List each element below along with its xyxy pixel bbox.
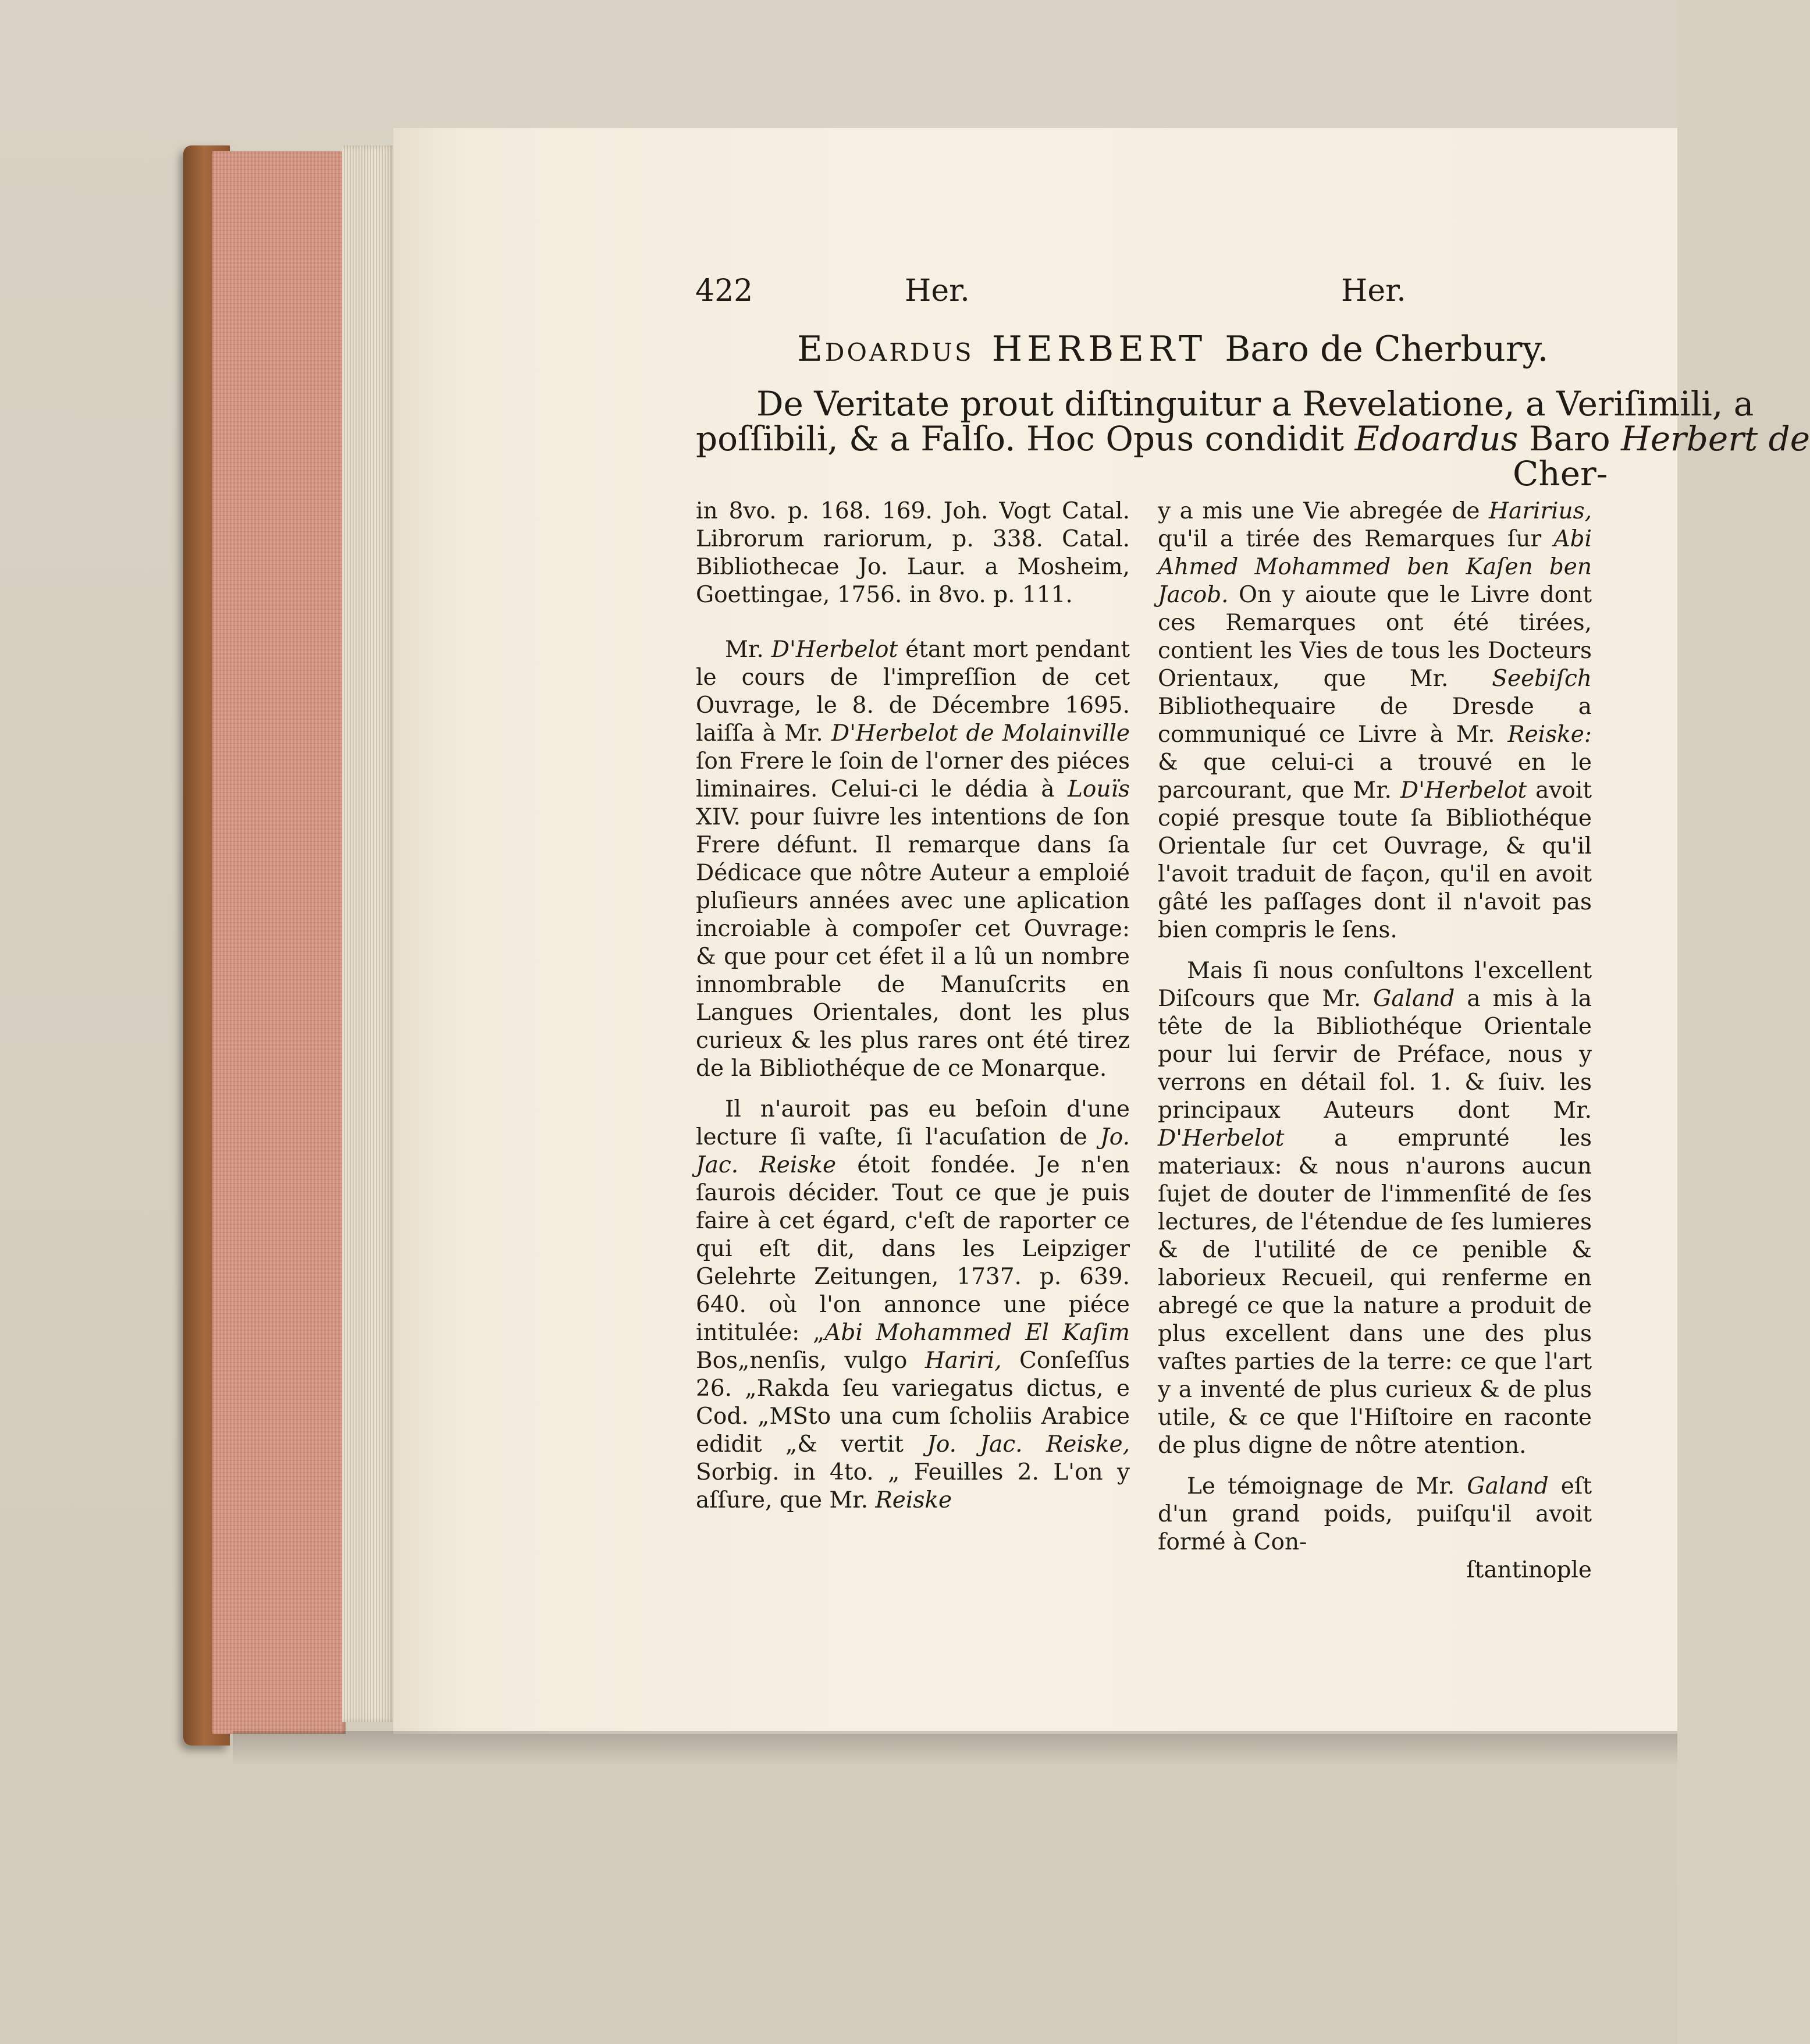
name: D'Herbelot (1400, 777, 1527, 804)
right-column (1158, 497, 1592, 1584)
text: a mis à la tête de la Bibliothéque Orientale pour lui ſervir de Préface, nous y verrons en détail fol. 1. & ſuiv. les principaux Auteurs dont Mr. (1158, 986, 1592, 1124)
name: Galand (1467, 1473, 1549, 1499)
name: Jo. Jac. Reiske (696, 1124, 1130, 1178)
title-suffix: Baro de Cherbury. (1225, 329, 1549, 369)
title-name: HERBERT (991, 329, 1207, 369)
subtitle-line-1: De Veritate prout diſtinguitur a Revelatione, a Veriſimili, a (756, 384, 1754, 424)
text: Mr. (725, 637, 771, 663)
red-speckled-page-edge (212, 151, 346, 1734)
name: Louïs (1068, 776, 1130, 802)
subtitle-text: Baro (1518, 419, 1621, 458)
title-prefix: Edoardus (797, 329, 974, 369)
text: ſon Frere le ſoin de l'orner des piéces liminaires. Celui-ci le dédia à (696, 748, 1130, 802)
name: D'Herbelot de Molainville (831, 720, 1130, 746)
catalog-reference: in 8vo. p. 168. 169. Joh. Vogt Catal. Librorum rariorum, p. 338. Catal. Bibliothecae Jo. Laur. a Mosheim, Goettingae, 1756. in 8vo. p. 111. (696, 498, 1130, 608)
text: eſt d'un grand poids, puiſqu'il avoit formé à Con- (1158, 1473, 1592, 1555)
paragraph (1158, 497, 1592, 944)
entry-title (797, 329, 1548, 369)
text: qu'il a tirée des Remarques ſur (1158, 526, 1554, 552)
name: Reiske: (1507, 721, 1592, 748)
name: Galand (1373, 986, 1455, 1012)
text: Il n'auroit pas eu beſoin d'une lecture ſi vaſte, ſi l'acuſation de (696, 1096, 1130, 1150)
left-column (696, 497, 1130, 1515)
text: On y aioute que le Livre dont ces Remarques ont été tirées, contient les Vies de tous les Docteurs Orientaux, que Mr. (1158, 582, 1592, 692)
name: Abi Ahmed Mohammed ben Kaſen ben Jacob. (1158, 526, 1592, 608)
left-running-head: Her. (905, 273, 970, 308)
subtitle-line-2 (696, 419, 1810, 458)
subtitle-line-3: Cher- (1513, 454, 1608, 493)
text: Bibliothequaire de Dresde a communiqué ce Livre à Mr. (1158, 694, 1592, 748)
name: Abi Mohammed El Kaſim (824, 1320, 1130, 1346)
text: XIV. pour ſuivre les intentions de ſon Frere défunt. Il remarque dans ſa Dédicace que nôtre Auteur a emploié pluſieurs années avec une aplication incroiable à compoſer cet Ouvrage: & que pour cet éfet il a lû un nombre innombrable de Manuſcrits en Langues Orientales, dont les plus curieux & les plus rares ont été tirez de la Bibliothéque de ce Monarque. (696, 804, 1130, 1082)
name: Hariri, (924, 1348, 1002, 1374)
name: Seebiſch (1492, 666, 1592, 692)
text: Sorbig. in 4to. „ Feuilles 2. L'on y aſſure, que Mr. (696, 1459, 1130, 1513)
name: Jo. Jac. Reiske, (927, 1431, 1130, 1458)
text: Le témoignage de Mr. (1187, 1473, 1467, 1499)
paragraph (696, 636, 1130, 1083)
name: Reiske (875, 1487, 952, 1513)
text: Mais ſi nous conſultons l'excellent Diſcours que Mr. (1158, 958, 1592, 1012)
name: Haririus, (1488, 498, 1592, 524)
text: avoit copié presque toute ſa Bibliothéque Orientale ſur cet Ouvrage, & qu'il l'avoit traduit de façon, qu'il en avoit gâté les paſſages dont il n'avoit pas bien compris le ſens. (1158, 777, 1592, 943)
page-stack-edge (342, 145, 394, 1722)
paragraph (1158, 1473, 1592, 1556)
name: D'Herbelot (771, 637, 898, 663)
text: étoit fondée. Je n'en ſaurois décider. Tout ce que je puis faire à cet égard, c'eſt de raporter ce qui eſt dit, dans les Leipziger Gelehrte Zeitungen, 1737. p. 639. 640. où l'on annonce une piéce intitulée: „ (696, 1152, 1130, 1346)
paragraph (696, 1096, 1130, 1515)
bottom-shadow (233, 1731, 1677, 1766)
subtitle-author: Edoardus (1354, 419, 1519, 458)
catchword: ſtantinople (1466, 1557, 1592, 1583)
subtitle-text: poſſibili, & a Falſo. Hoc Opus condidit (696, 419, 1355, 458)
right-running-head: Her. (1341, 273, 1406, 308)
text: étant mort pendant le cours de l'impreſſion de cet Ouvrage, le 8. de Décembre 1695. laiſſa à Mr. (696, 637, 1130, 746)
subtitle-author-name: Herbert de (1621, 419, 1810, 458)
text: & que celui-ci a trouvé en le parcourant, que Mr. (1158, 749, 1592, 804)
text: a emprunté les materiaux: & nous n'aurons aucun ſujet de douter de l'immenſité de ſes lectures, de l'étendue de ſes lumieres & de l'utilité de ce penible & laborieux Recueil, qui renferme en abregé ce que la nature a produit de plus excellent dans une des plus vaſtes parties de la terre: ce que l'art y a inventé de plus curieux & de plus utile, & ce que l'Hiſtoire en raconte de plus digne de nôtre atention. (1158, 1125, 1592, 1459)
name: D'Herbelot (1158, 1125, 1285, 1151)
text: Conſeſſus 26. „Rakda ſeu variegatus dictus, e Cod. „MSto una cum ſcholiis Arabice edidit „& vertit (696, 1348, 1130, 1458)
text: y a mis une Vie abregée de (1158, 498, 1489, 524)
paragraph (1158, 957, 1592, 1460)
page-number: 422 (695, 273, 753, 308)
text: Bos„nenſis, vulgo (696, 1348, 925, 1374)
